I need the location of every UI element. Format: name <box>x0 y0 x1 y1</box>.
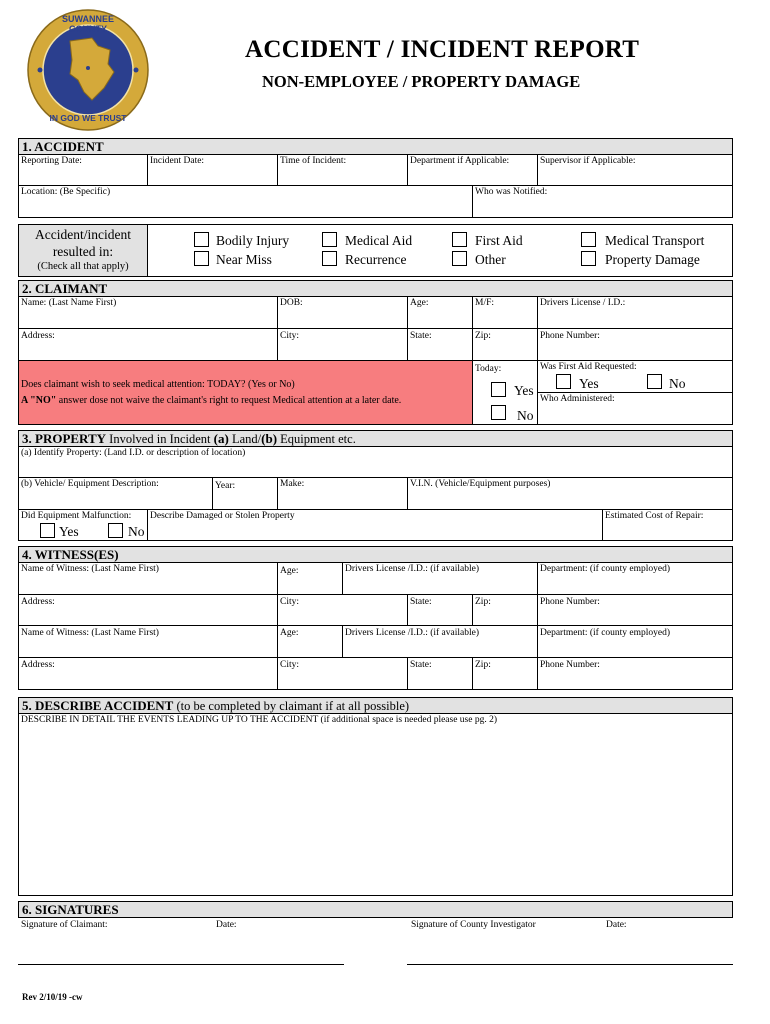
witness1-state-label: State: <box>410 597 432 607</box>
witness2-age-label: Age: <box>280 628 299 638</box>
page-title: ACCIDENT / INCIDENT REPORT <box>245 36 640 63</box>
other-label: Other <box>475 252 506 267</box>
seal-top-text: SUWANNEE COUNTY <box>61 14 114 34</box>
medical-aid-label: Medical Aid <box>345 233 413 248</box>
witness1-phone-label: Phone Number: <box>540 597 600 607</box>
first-aid-no-checkbox[interactable] <box>647 374 662 389</box>
estimated-cost-label: Estimated Cost of Repair: <box>605 511 704 521</box>
witness1-dl-label: Drivers License /I.D.: (if available) <box>345 564 479 574</box>
today-label: Today: <box>475 364 502 374</box>
malfunction-yes-label: Yes <box>59 524 79 539</box>
section-describe-heading <box>18 697 733 714</box>
witness2-dept-label: Department: (if county employed) <box>540 628 671 638</box>
section-signatures-title: 6. SIGNATURES <box>22 902 119 917</box>
reporting-date-label: Reporting Date: <box>21 156 82 166</box>
near-miss-checkbox[interactable] <box>194 251 209 266</box>
bodily-injury-label: Bodily Injury <box>216 233 290 248</box>
first-aid-yes-label: Yes <box>579 376 599 391</box>
medical-note-rest: answer dose not waive the claimant's right to request Medical attention at a later date. <box>56 395 402 406</box>
near-miss-label: Near Miss <box>216 252 272 267</box>
medical-aid-checkbox[interactable] <box>322 232 337 247</box>
property-sub-c: Land/ <box>228 432 262 446</box>
witness2-phone-label: Phone Number: <box>540 660 600 670</box>
signature-investigator-line[interactable] <box>407 964 733 965</box>
witness1-zip-label: Zip: <box>475 597 491 607</box>
page-subtitle: NON-EMPLOYEE / PROPERTY DAMAGE <box>262 72 581 91</box>
resulted-options-box <box>147 224 733 277</box>
property-sub-d: (b) <box>261 431 278 446</box>
malfunction-label: Did Equipment Malfunction: <box>21 511 132 521</box>
location-label: Location: (Be Specific) <box>21 187 111 197</box>
claimant-age-label: Age: <box>410 298 429 308</box>
section-signatures-heading <box>18 901 733 918</box>
first-aid-yes-checkbox[interactable] <box>556 374 571 389</box>
property-sub-b: (a) <box>213 431 229 446</box>
section-claimant-heading <box>18 280 733 297</box>
claimant-name-label: Name: (Last Name First) <box>21 298 117 308</box>
medical-note-bold: A "NO" <box>21 395 57 406</box>
signature-claimant-line[interactable] <box>18 964 344 965</box>
bodily-injury-checkbox[interactable] <box>194 232 209 247</box>
resulted-in-line1: Accident/incident <box>35 227 131 242</box>
department-label: Department if Applicable: <box>410 156 510 166</box>
section-describe-sub: (to be completed by claimant if at all possible) <box>173 699 410 713</box>
claimant-address-field[interactable] <box>18 328 278 361</box>
seal-bottom-text: IN GOD WE TRUST <box>49 113 127 123</box>
witness1-name-label: Name of Witness: (Last Name First) <box>21 564 159 574</box>
describe-accident-label: DESCRIBE IN DETAIL THE EVENTS LEADING UP TO THE ACCIDENT (if additional space is needed please use pg. 2) <box>21 715 498 725</box>
resulted-in-label <box>18 226 148 274</box>
claimant-dl-label: Drivers License / I.D.: <box>540 298 626 308</box>
witness2-address-field[interactable] <box>18 657 278 690</box>
property-sub-a: Involved in Incident <box>106 432 214 446</box>
vehicle-description-label: (b) Vehicle/ Equipment Description: <box>21 479 159 489</box>
revision-note: Rev 2/10/19 -cw <box>22 992 83 1002</box>
medical-transport-label: Medical Transport <box>605 233 705 248</box>
recurrence-checkbox[interactable] <box>322 251 337 266</box>
section-accident-heading <box>18 138 733 155</box>
signature-investigator-date-label: Date: <box>606 920 627 930</box>
property-damage-label: Property Damage <box>605 252 700 267</box>
time-of-incident-label: Time of Incident: <box>280 156 347 166</box>
witness2-name-label: Name of Witness: (Last Name First) <box>21 628 159 638</box>
claimant-city-label: City: <box>280 331 300 341</box>
damaged-property-label: Describe Damaged or Stolen Property <box>150 511 295 521</box>
identify-property-label: (a) Identify Property: (Land I.D. or description of location) <box>21 448 246 458</box>
supervisor-label: Supervisor if Applicable: <box>540 156 636 166</box>
witness2-address-label: Address: <box>21 660 55 670</box>
witness2-zip-label: Zip: <box>475 660 491 670</box>
claimant-zip-label: Zip: <box>475 331 491 341</box>
section-accident-title: 1. ACCIDENT <box>22 139 104 154</box>
first-aid-label: First Aid <box>475 233 523 248</box>
property-sub-e: Equipment etc. <box>277 432 356 446</box>
today-yes-label: Yes <box>514 383 534 398</box>
claimant-phone-label: Phone Number: <box>540 331 600 341</box>
witness1-dept-label: Department: (if county employed) <box>540 564 671 574</box>
section-property-title: 3. PROPERTY <box>22 431 107 446</box>
section-witness-heading <box>18 546 733 563</box>
incident-date-label: Incident Date: <box>150 156 205 166</box>
first-aid-requested-label: Was First Aid Requested: <box>540 362 637 372</box>
claimant-mf-label: M/F: <box>475 298 495 308</box>
vehicle-year-label: Year: <box>215 481 236 491</box>
medical-transport-checkbox[interactable] <box>581 232 596 247</box>
witness2-dl-label: Drivers License /I.D.: (if available) <box>345 628 479 638</box>
vehicle-make-label: Make: <box>280 479 305 489</box>
property-damage-checkbox[interactable] <box>581 251 596 266</box>
malfunction-yes-checkbox[interactable] <box>40 523 55 538</box>
signature-claimant-date-label: Date: <box>216 920 237 930</box>
first-aid-no-label: No <box>669 376 686 391</box>
other-checkbox[interactable] <box>452 251 467 266</box>
claimant-dob-label: DOB: <box>280 298 303 308</box>
section-witness-title: 4. WITNESS(ES) <box>22 547 119 562</box>
who-administered-label: Who Administered: <box>540 394 615 404</box>
witness1-city-label: City: <box>280 597 300 607</box>
malfunction-no-label: No <box>128 524 145 539</box>
claimant-state-label: State: <box>410 331 432 341</box>
witness2-state-label: State: <box>410 660 432 670</box>
medical-attention-note <box>21 395 401 406</box>
medical-attention-question: Does claimant wish to seek medical attention: TODAY? (Yes or No) <box>21 379 295 390</box>
resulted-in-line2: resulted in: <box>52 244 114 259</box>
today-no-label: No <box>517 408 534 423</box>
resulted-in-line3: (Check all that apply) <box>37 261 129 272</box>
today-no-checkbox[interactable] <box>491 405 506 420</box>
witness1-age-label: Age: <box>280 566 299 576</box>
signature-claimant-label: Signature of Claimant: <box>21 920 108 930</box>
section-describe-title: 5. DESCRIBE ACCIDENT <box>22 698 174 713</box>
county-seal <box>26 8 150 132</box>
describe-accident-textarea[interactable] <box>18 713 733 896</box>
medical-attention-alert <box>18 360 473 425</box>
recurrence-label: Recurrence <box>345 252 407 267</box>
section-property-heading <box>18 430 733 447</box>
today-yes-checkbox[interactable] <box>491 382 506 397</box>
section-claimant-title: 2. CLAIMANT <box>22 281 108 296</box>
first-aid-checkbox[interactable] <box>452 232 467 247</box>
witness2-city-label: City: <box>280 660 300 670</box>
who-notified-label: Who was Notified: <box>475 187 548 197</box>
claimant-address-label: Address: <box>21 331 55 341</box>
signature-investigator-label: Signature of County Investigator <box>411 920 536 930</box>
witness1-address-field[interactable] <box>18 594 278 626</box>
vin-label: V.I.N. (Vehicle/Equipment purposes) <box>410 479 551 489</box>
malfunction-no-checkbox[interactable] <box>108 523 123 538</box>
witness1-address-label: Address: <box>21 597 55 607</box>
